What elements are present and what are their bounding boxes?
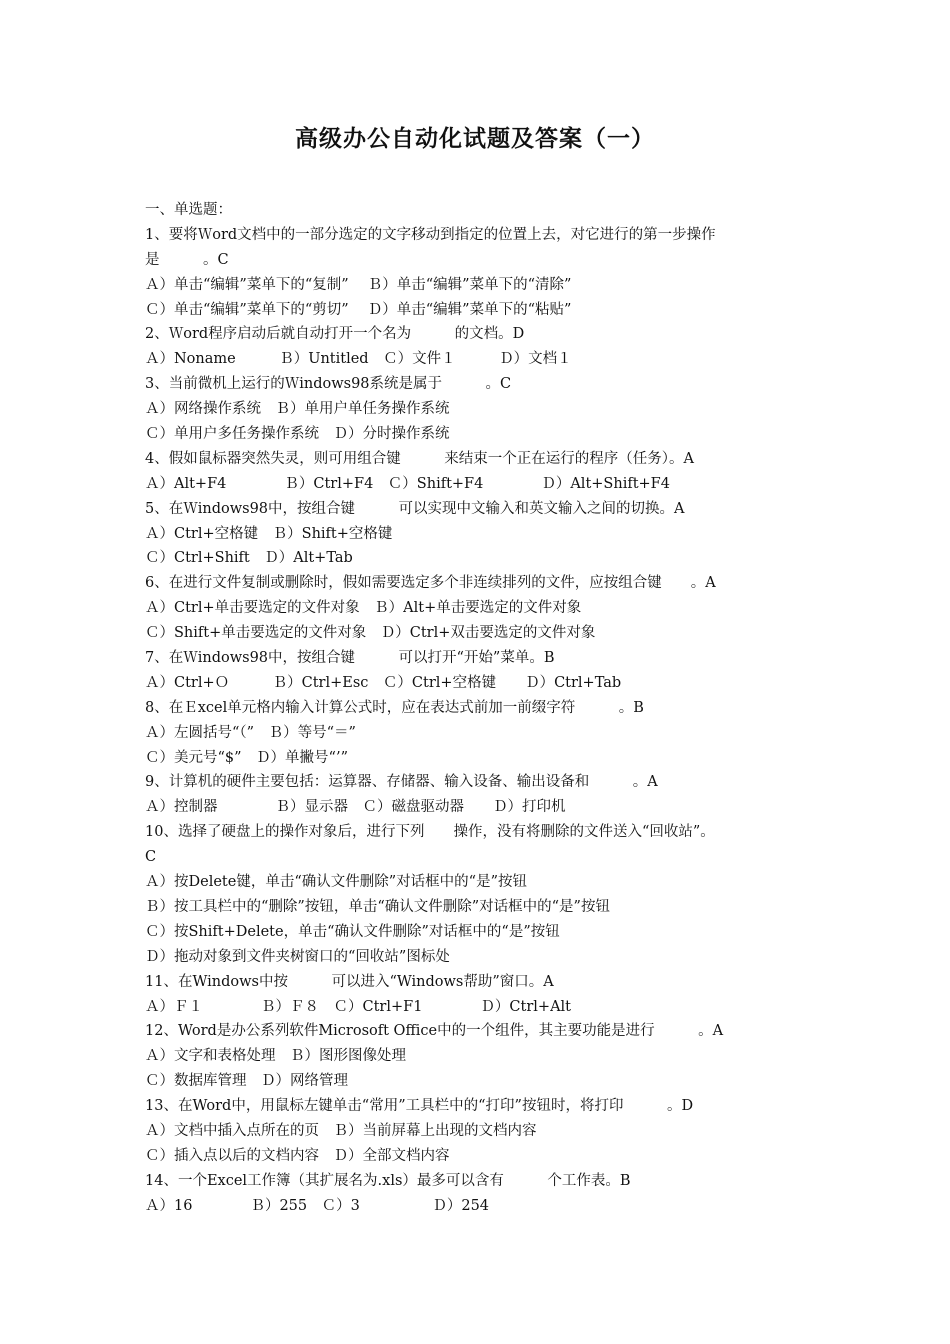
text-line: Ａ）Ctrl+空格键 Ｂ）Shift+空格键 [145, 525, 393, 542]
text-line: Ｃ）Ctrl+Shift Ｄ）Alt+Tab [145, 550, 353, 567]
text-line: 3、当前微机上运行的Ｗindows98系统是属于 。C [145, 376, 512, 393]
text-line: 7、在Ｗindows98中，按组合键 可以打开“开始”菜单。B [145, 650, 555, 667]
text-line: Ａ）控制器 Ｂ）显示器 Ｃ）磁盘驱动器 Ｄ）打印机 [145, 799, 566, 816]
text-line: Ａ）文字和表格处理 Ｂ）图形图像处理 [145, 1048, 406, 1065]
text-line: Ａ）文档中插入点所在的页 Ｂ）当前屏幕上出现的文档内容 [145, 1122, 537, 1139]
text-line: Ｃ）数据库管理 Ｄ）网络管理 [145, 1073, 348, 1090]
text-line: 是 。C [145, 251, 229, 268]
text-line: 10、选择了硬盘上的操作对象后，进行下列 操作，没有将删除的文件送入“回收站”。 [145, 824, 715, 841]
text-line: Ｃ）插入点以后的文档内容 Ｄ）全部文档内容 [145, 1147, 450, 1164]
text-line: Ａ）单击“编辑”菜单下的“复制” Ｂ）单击“编辑”菜单下的“清除” [145, 276, 572, 293]
text-line: 5、在Ｗindows98中，按组合键 可以实现中文输入和英文输入之间的切换。A [145, 500, 685, 517]
text-line: Ｃ）单用户多任务操作系统 Ｄ）分时操作系统 [145, 426, 450, 443]
text-line: Ａ）Noname Ｂ）Untitled Ｃ）文件１ Ｄ）文档１ [145, 351, 572, 368]
text-line: C [145, 849, 157, 866]
text-line: 1、要将Ｗord文档中的一部分选定的文字移动到指定的位置上去，对它进行的第一步操作 [145, 226, 716, 243]
text-line: Ａ）Ｆ１ Ｂ）Ｆ８ Ｃ）Ctrl+F1 Ｄ）Ctrl+Alt [145, 998, 571, 1015]
text-line: 11、在Windows中按 可以进入“Windows帮助”窗口。A [145, 973, 554, 990]
text-line: Ａ）网络操作系统 Ｂ）单用户单任务操作系统 [145, 401, 450, 418]
text-line: 12、Word是办公系列软件Microsoft Office中的一个组件，其主要功能是进行 。A [145, 1023, 724, 1040]
text-line: Ｂ）按工具栏中的“删除”按钮，单击“确认文件删除”对话框中的“是”按钮 [145, 898, 610, 915]
text-line: 一、单选题： [145, 202, 232, 218]
text-line: Ｄ）拖动对象到文件夹树窗口的“回收站”图标处 [145, 948, 450, 965]
text-line: Ｃ）按Shift+Delete，单击“确认文件删除”对话框中的“是”按钮 [145, 923, 560, 940]
text-line: 9、计算机的硬件主要包括：运算器、存储器、输入设备、输出设备和 。A [145, 774, 658, 791]
text-line: 13、在Word中，用鼠标左键单击“常用”工具栏中的“打印”按钮时，将打印 。D [145, 1098, 694, 1115]
text-line: Ａ）左圆括号“（” Ｂ）等号“＝” [145, 724, 356, 741]
text-line: Ａ）按Delete键，单击“确认文件删除”对话框中的“是”按钮 [145, 874, 527, 891]
text-line: 6、在进行文件复制或删除时，假如需要选定多个非连续排列的文件，应按组合键 。A [145, 575, 716, 592]
text-line: 4、假如鼠标器突然失灵，则可用组合键 来结束一个正在运行的程序（任务）。A [145, 450, 694, 467]
text-line: Ｃ）美元号“$” Ｄ）单撇号“’” [145, 749, 348, 766]
text-line: Ｃ）单击“编辑”菜单下的“剪切” Ｄ）单击“编辑”菜单下的“粘贴” [145, 301, 572, 318]
text-line: Ａ）Ctrl+单击要选定的文件对象 Ｂ）Alt+单击要选定的文件对象 [145, 600, 582, 617]
text-line: 8、在Ｅxcel单元格内输入计算公式时，应在表达式前加一前缀字符 。B [145, 699, 644, 716]
text-line: Ａ）Ctrl+Ｏ Ｂ）Ctrl+Esc Ｃ）Ctrl+空格键 Ｄ）Ctrl+Tab [145, 674, 622, 691]
text-line: Ｃ）Shift+单击要选定的文件对象 Ｄ）Ctrl+双击要选定的文件对象 [145, 625, 596, 642]
page-title: 高级办公自动化试题及答案（一） [295, 126, 655, 152]
document-body [145, 198, 825, 1219]
text-line: Ａ）Alt+F4 Ｂ）Ctrl+F4 Ｃ）Shift+F4 Ｄ）Alt+Shift+F4 [145, 475, 670, 492]
text-line: Ａ）16 Ｂ）255 Ｃ）3 Ｄ）254 [145, 1197, 490, 1214]
text-line: 14、一个Excel工作簿（其扩展名为.xls）最多可以含有 个工作表。B [145, 1172, 631, 1189]
text-line: 2、Ｗord程序启动后就自动打开一个名为 的文档。D [145, 326, 525, 343]
